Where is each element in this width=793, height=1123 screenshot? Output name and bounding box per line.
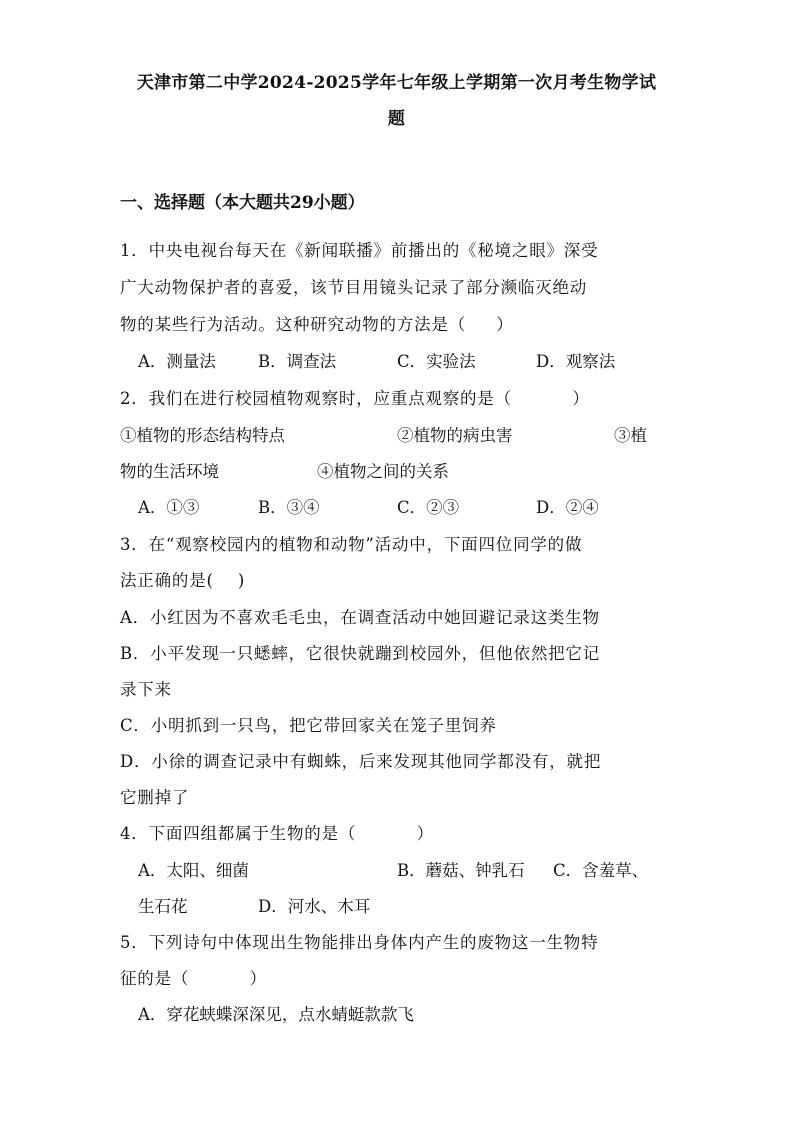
question-4-option-c-continued: 生石花 — [138, 897, 188, 916]
section-heading: 一、选择题（本大题共29小题） — [120, 193, 365, 213]
question-3-option-a: A．小红因为不喜欢毛毛虫，在调查活动中她回避记录这类生物 — [120, 608, 600, 627]
question-1-line-1: 1．中央电视台每天在《新闻联播》前播出的《秘境之眼》深受 — [120, 241, 599, 260]
question-2-item-4: ④植物之间的关系 — [317, 462, 449, 481]
question-1-line-3: 物的某些行为活动。这种研究动物的方法是（ ） — [120, 315, 514, 334]
question-1-option-c: C．实验法 — [397, 352, 476, 371]
page-title-line-1: 天津市第二中学2024-2025学年七年级上学期第一次月考生物学试 — [136, 73, 657, 93]
question-3-option-b-continued: 录下来 — [120, 680, 172, 699]
question-2-item-1: ①植物的形态结构特点 — [120, 426, 285, 445]
question-3-line-1: 3．在“观察校园内的植物和动物”活动中，下面四位同学的做 — [120, 535, 583, 554]
question-2-option-b: B．③④ — [258, 498, 320, 517]
question-2-option-d: D．②④ — [536, 498, 599, 517]
question-5-line-2: 征的是（ ） — [120, 969, 267, 988]
question-3-option-d-continued: 它删掉了 — [120, 788, 190, 807]
question-4-option-b: B．蘑菇、钟乳石 — [397, 861, 525, 880]
question-3-line-2: 法正确的是( ) — [120, 571, 246, 590]
question-1-option-d: D．观察法 — [536, 352, 616, 371]
question-2-option-c: C．②③ — [397, 498, 460, 517]
question-3-option-c: C．小明抓到一只鸟，把它带回家关在笼子里饲养 — [120, 716, 497, 735]
question-2-option-a: A．①③ — [138, 498, 200, 517]
question-2-item-2: ②植物的病虫害 — [397, 426, 513, 445]
question-1-option-a: A．测量法 — [138, 352, 216, 371]
question-4-option-c: C．含羞草、 — [553, 861, 649, 880]
question-2-line-1: 2．我们在进行校园植物观察时，应重点观察的是（ ） — [120, 389, 590, 408]
page-title-line-2: 题 — [387, 109, 406, 129]
question-5-option-a: A．穿花蛱蝶深深见，点水蜻蜓款款飞 — [138, 1005, 414, 1024]
question-4-option-a: A．太阳、细菌 — [138, 861, 249, 880]
question-1-line-2: 广大动物保护者的喜爱，该节目用镜头记录了部分濒临灭绝动 — [120, 278, 588, 297]
question-1-option-b: B．调查法 — [258, 352, 337, 371]
question-3-option-b: B．小平发现一只蟋蟀，它很快就蹦到校园外，但他依然把它记 — [120, 644, 601, 663]
question-2-item-3-continued: 物的生活环境 — [120, 462, 219, 481]
question-3-option-d: D．小徐的调查记录中有蜘蛛，后来发现其他同学都没有，就把 — [120, 752, 602, 771]
question-4-line-1: 4．下面四组都属于生物的是（ ） — [120, 824, 434, 843]
question-5-line-1: 5．下列诗句中体现出生物能排出身体内产生的废物这一生物特 — [120, 933, 599, 952]
question-2-item-3: ③植 — [614, 426, 647, 445]
question-4-option-d: D．河水、木耳 — [258, 897, 371, 916]
